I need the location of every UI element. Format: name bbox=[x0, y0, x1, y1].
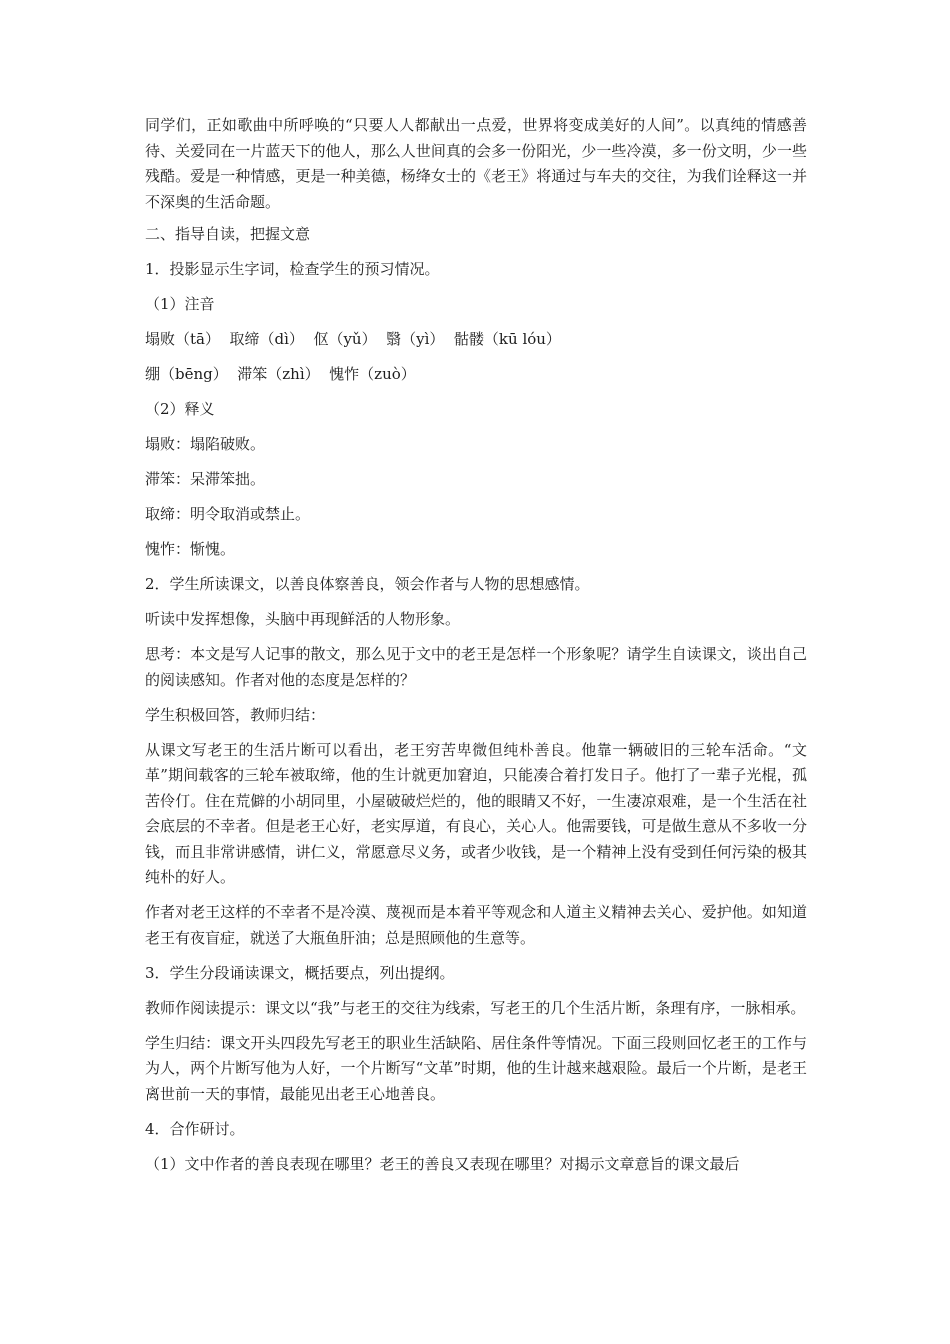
teacher-hint-paragraph: 教师作阅读提示：课文以“我”与老王的交往为线索，写老王的几个生活片断，条理有序，一脉相承。 bbox=[145, 998, 806, 1017]
body-paragraph: 学生积极回答，教师归结： bbox=[145, 705, 326, 724]
definition-item: 塌败：塌陷破败。 bbox=[145, 435, 266, 453]
discussion-question: 思考：本文是写人记事的散文，那么见于文中的老王是怎样一个形象呢？请学生自读课文，谈出自己的阅读感知。作者对他的态度是怎样的？ bbox=[145, 645, 807, 689]
step-1-heading: 1．投影显示生字词，检查学生的预习情况。 bbox=[145, 260, 440, 278]
intro-paragraph: 同学们，正如歌曲中所呼唤的“只要人人都献出一点爱，世界将变成美好的人间”。以真纯的情感善待、关爱同在一片蓝天下的他人，那么人世间真的会多一份阳光，少一些冷漠，多一份文明，少一些残酷。爱是一种情感，更是一种美德，杨绛女士的《老王》将通过与车夫的交往，为我们诠释这一并不深奥的生活命题。 bbox=[145, 116, 807, 211]
step-3-heading: 3．学生分段诵读课文，概括要点，列出提纲。 bbox=[145, 963, 455, 982]
pronunciation-line-2: 绷（bēng） 滞笨（zhì） 愧怍（zuò） bbox=[145, 365, 416, 383]
body-paragraph: 作者对老王这样的不幸者不是冷漠、蔑视而是本着平等观念和人道主义精神去关心、爱护他。如知道老王有夜盲症，就送了大瓶鱼肝油；总是照顾他的生意等。 bbox=[145, 903, 807, 947]
discussion-question: （1）文中作者的善良表现在哪里？老王的善良又表现在哪里？对揭示文章意旨的课文最后 bbox=[145, 1154, 740, 1173]
section-heading: 二、指导自读，把握文意 bbox=[145, 225, 311, 243]
definition-item: 取缔：明令取消或禁止。 bbox=[145, 505, 311, 523]
subheading-pronunciation: （1）注音 bbox=[145, 295, 215, 313]
document-page bbox=[145, 113, 807, 1187]
definition-item: 愧怍：惭愧。 bbox=[145, 540, 236, 558]
pronunciation-line-1: 塌败（tā） 取缔（dì） 伛（yǔ） 翳（yì） 骷髅（kū lóu） bbox=[145, 330, 561, 348]
step-4-heading: 4．合作研讨。 bbox=[145, 1119, 245, 1138]
summary-paragraph: 从课文写老王的生活片断可以看出，老王穷苦卑微但纯朴善良。他靠一辆破旧的三轮车活命。“文革”期间载客的三轮车被取缔，他的生计就更加窘迫，只能凑合着打发日子。他打了一辈子光棍，孤苦伶仃。住在荒僻的小胡同里，小屋破破烂烂的，他的眼睛又不好，一生凄凉艰难，是一个生活在社会底层的不幸者。但是老王心好，老实厚道，有良心，关心人。他需要钱，可是做生意从不多收一分钱，而且非常讲感情，讲仁义，常愿意尽义务，或者少收钱，是一个精神上没有受到任何污染的极其纯朴的好人。 bbox=[145, 740, 807, 886]
student-summary-paragraph: 学生归结：课文开头四段先写老王的职业生活缺陷、居住条件等情况。下面三段则回忆老王的工作与为人，两个片断写他为人好，一个片断写“文革”时期，他的生计越来越艰险。最后一个片断，是老王离世前一天的事情，最能见出老王心地善良。 bbox=[145, 1033, 807, 1103]
step-2-heading: 2．学生所读课文，以善良体察善良，领会作者与人物的思想感情。 bbox=[145, 575, 590, 593]
subheading-definitions: （2）释义 bbox=[145, 400, 215, 418]
body-paragraph: 听读中发挥想像，头脑中再现鲜活的人物形象。 bbox=[145, 610, 461, 628]
definition-item: 滞笨：呆滞笨拙。 bbox=[145, 470, 266, 488]
